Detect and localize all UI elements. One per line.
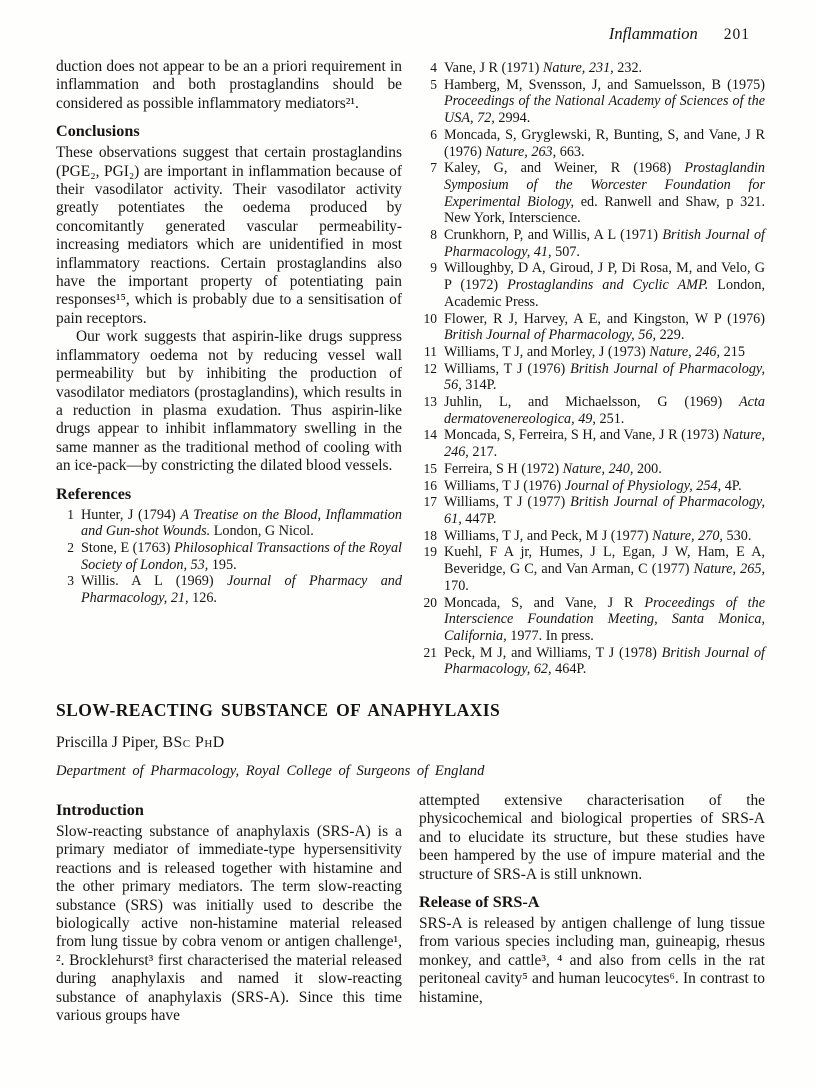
reference-item	[419, 595, 765, 645]
reference-item	[419, 544, 765, 594]
reference-number: 13	[423, 394, 437, 410]
reference-item	[419, 127, 765, 160]
reference-number: 7	[430, 160, 437, 176]
reference-number: 15	[423, 460, 437, 476]
reference-text: Moncada, S, Gryglewski, R, Bunting, S, and Vane, J R (1976) Nature, 263, 663.	[444, 126, 765, 160]
reference-item	[56, 540, 402, 573]
reference-text: Juhlin, L, and Michaelsson, G (1969) Acta dermatovenereologica, 49, 251.	[444, 394, 765, 427]
reference-number: 17	[423, 494, 437, 510]
reference-item	[419, 427, 765, 460]
reference-item	[419, 528, 765, 545]
top-right-column	[419, 58, 765, 678]
reference-item	[419, 160, 765, 227]
references-list-continued	[419, 60, 765, 678]
reference-number: 4	[430, 60, 437, 75]
reference-text: Hunter, J (1794) A Treatise on the Blood, Inflammation and Gun-shot Wounds. London, G Nicol.	[81, 506, 402, 540]
running-head: Inflammation	[608, 24, 698, 43]
article-author	[56, 734, 766, 752]
introduction-continuation-paragraph: attempted extensive characterisation of the physicochemical and biological properties of SRS-A and to elucidate its structure, but these studies have been hampered by the use of impure material and the structure of SRS-A is still unknown.	[419, 792, 765, 883]
reference-item	[419, 227, 765, 260]
reference-number: 18	[423, 527, 437, 543]
reference-number: 11	[424, 343, 437, 359]
reference-text: Vane, J R (1971) Nature, 231, 232.	[444, 60, 643, 76]
bottom-left-column	[56, 792, 402, 1025]
reference-number: 12	[423, 360, 437, 376]
reference-text: Hamberg, M, Svensson, J, and Samuelsson, B (1975) Proceedings of the National Academy of Sciences of the USA, 72, 2994.	[444, 76, 765, 127]
continuation-paragraph: duction does not appear to be an a priori requirement in inflammation and both prostaglandins should be considered as possible inflammatory mediators²¹.	[56, 58, 402, 112]
release-paragraph: SRS-A is released by antigen challenge of lung tissue from various species including man, guineapig, rhesus monkey, and cattle³, ⁴ and also from cells in the rat peritoneal cavity⁵ and human leucocytes⁶. In contrast to histamine,	[419, 915, 765, 1006]
conclusions-heading: Conclusions	[56, 122, 140, 141]
bottom-right-column	[419, 792, 765, 1025]
reference-text: Moncada, S, and Vane, J R Proceedings of the Interscience Foundation Meeting, Santa Monica, California, 1977. In press.	[444, 594, 766, 644]
reference-text: Kaley, G, and Weiner, R (1968) Prostaglandin Symposium of the Worcester Foundation for Experimental Biology, ed. Ranwell and Shaw, p 321. New York, Interscience.	[444, 160, 765, 227]
reference-item	[419, 344, 765, 361]
reference-text: Willis. A L (1969) Journal of Pharmacy and Pharmacology, 21, 126.	[81, 573, 402, 607]
reference-text: Moncada, S, Ferreira, S H, and Vane, J R (1973) Nature, 246, 217.	[444, 427, 765, 461]
reference-text: Peck, M J, and Williams, T J (1978) British Journal of Pharmacology, 62, 464P.	[444, 644, 765, 678]
article-affiliation: Department of Pharmacology, Royal College of Surgeons of England	[56, 763, 485, 780]
author-name: Priscilla J Piper,	[56, 734, 163, 752]
bottom-two-column-section	[56, 792, 766, 1025]
author-degrees: BSc PhD	[162, 734, 225, 752]
reference-text: Willoughby, D A, Giroud, J P, Di Rosa, M, and Velo, G P (1972) Prostaglandins and Cyclic AMP. London, Academic Press.	[444, 260, 765, 310]
reference-text: Williams, T J (1976) Journal of Physiology, 254, 4P.	[444, 477, 742, 494]
conclusions-paragraph-2: Our work suggests that aspirin-like drugs suppress inflammatory oedema not by reducing vessel wall permeability but by inhibiting the production of vasodilator mediators (prostaglandins), which results in a reduction in plasma exudation. Thus aspirin-like drugs appear to inhibit inflammatory swelling in the same manner as the traditional method of cooling with an ice-pack—by constricting the dilated blood vessels.	[56, 328, 402, 475]
reference-number: 2	[67, 539, 74, 555]
top-two-column-section	[56, 58, 766, 678]
page-number: 201	[723, 26, 750, 43]
reference-item	[419, 478, 765, 495]
reference-text: Williams, T J (1976) British Journal of Pharmacology, 56, 314P.	[444, 360, 765, 394]
introduction-heading: Introduction	[56, 801, 144, 820]
reference-number: 1	[67, 506, 74, 522]
reference-item	[419, 311, 765, 344]
reference-number: 3	[67, 573, 74, 589]
reference-number: 6	[430, 126, 437, 142]
reference-item	[419, 461, 765, 478]
reference-item	[419, 494, 765, 527]
reference-item	[419, 77, 765, 127]
reference-item	[419, 361, 765, 394]
reference-number: 9	[430, 260, 437, 276]
article-title: SLOW-REACTING SUBSTANCE OF ANAPHYLAXIS	[56, 700, 501, 721]
reference-item	[56, 573, 402, 606]
reference-text: Ferreira, S H (1972) Nature, 240, 200.	[444, 460, 662, 477]
release-heading: Release of SRS-A	[419, 893, 540, 912]
reference-item	[56, 507, 402, 540]
reference-number: 21	[423, 644, 437, 660]
new-article-header	[56, 700, 766, 780]
page-header	[56, 24, 766, 44]
reference-text: Williams, T J, and Morley, J (1973) Nature, 246, 215	[444, 343, 745, 360]
reference-text: Williams, T J, and Peck, M J (1977) Nature, 270, 530.	[444, 527, 752, 544]
introduction-paragraph: Slow-reacting substance of anaphylaxis (SRS-A) is a primary mediator of immediate-type hypersensitivity reactions and is released together with histamine and the other primary mediators. The term slow-reacting substance (SRS) was initially used to describe the biologically active non-histamine material released from lung tissue by cobra venom or antigen challenge¹, ². Brocklehurst³ first characterised the material released during anaphylaxis and named it slow-reacting substance of anaphylaxis (SRS-A). Since this time various groups have	[56, 823, 402, 1025]
reference-text: Williams, T J (1977) British Journal of Pharmacology, 61, 447P.	[444, 494, 765, 527]
references-heading: References	[56, 484, 132, 503]
reference-number: 8	[430, 227, 437, 243]
reference-number: 14	[423, 427, 437, 443]
reference-number: 20	[423, 594, 437, 610]
reference-item	[419, 645, 765, 678]
reference-item	[419, 60, 765, 77]
references-list	[56, 507, 402, 607]
reference-item	[419, 394, 765, 427]
reference-text: Stone, E (1763) Philosophical Transactions of the Royal Society of London, 53, 195.	[81, 539, 402, 573]
reference-number: 10	[423, 310, 437, 326]
reference-text: Crunkhorn, P, and Willis, A L (1971) British Journal of Pharmacology, 41, 507.	[444, 227, 765, 260]
reference-number: 5	[430, 76, 437, 92]
conclusions-paragraph-1: These observations suggest that certain prostaglandins (PGE₂, PGI₂) are important in inflammation because of their vasodilator activity. Their vasodilator activity greatly potentiates the oedema produced by concomitantly generated vascular permeability-increasing mediators which are unidentified in most inflammatory reactions. Certain prostaglandins also have the important property of potentiating pain responses¹⁵, which is probably due to a sensitisation of pain receptors.	[56, 144, 402, 327]
reference-number: 19	[423, 544, 437, 560]
reference-text: Flower, R J, Harvey, A E, and Kingston, W P (1976) British Journal of Pharmacology, 56, 229.	[444, 310, 765, 344]
reference-text: Kuehl, F A jr, Humes, J L, Egan, J W, Ham, E A, Beveridge, G C, and Van Arman, C (1977) Nature, 265, 170.	[444, 544, 765, 594]
reference-item	[419, 260, 765, 310]
top-left-column	[56, 58, 402, 678]
reference-number: 16	[423, 477, 437, 493]
